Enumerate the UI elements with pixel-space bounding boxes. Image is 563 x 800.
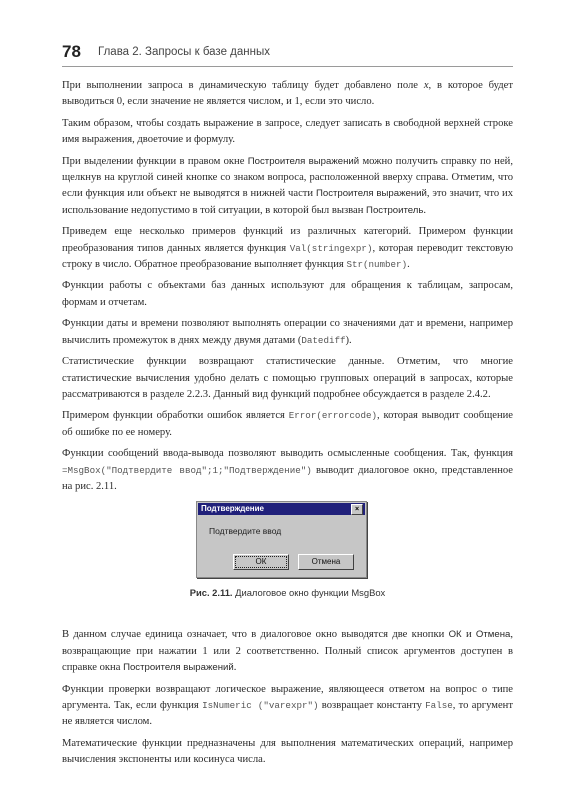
code-false: False xyxy=(425,699,453,711)
text-run: и xyxy=(461,629,476,641)
text-run: . xyxy=(233,662,237,674)
figure-2-11 xyxy=(62,501,513,621)
text-run: В данном случае единица означает, что в диалоговое окно выводятся две кнопки xyxy=(62,629,449,641)
text-run: выводит диалоговое окно, представленное на рис. 2.11. xyxy=(62,464,513,492)
paragraph-5 xyxy=(62,278,513,311)
paragraph-4 xyxy=(62,224,513,273)
text-run: , возвращающие при нажатии 1 или 2 соответственно. Полный список аргументов доступен в справке окна xyxy=(62,629,513,674)
paragraph-1 xyxy=(62,78,513,111)
paragraph-12 xyxy=(62,736,513,769)
ui-term: Построитель xyxy=(366,204,424,216)
ok-button[interactable]: ОК xyxy=(233,554,289,570)
text-run: Функции сообщений ввода-вывода позволяют выводить осмысленные сообщения. Так, функция xyxy=(62,448,513,460)
text-run: , которая переводит текстовую строку в число. Обратное преобразование выполняет функция xyxy=(62,242,513,271)
paragraph-3 xyxy=(62,154,513,220)
text-run: возвращает константу xyxy=(318,699,426,711)
text-run: Примером функции обработки ошибок является xyxy=(62,410,289,422)
paragraph-7 xyxy=(62,354,513,403)
code-msgbox: =MsgBox("Подтвердите ввод";1;"Подтверждение") xyxy=(62,464,312,476)
chapter-title: Глава 2. Запросы к базе данных xyxy=(98,46,270,58)
text-run: , в которое будет выводиться 0, если значение не является числом, и 1, если это число. xyxy=(62,80,514,108)
text-run: Математические функции предназначены для выполнения математических операций, например вычисления экспоненты или косинуса числа. xyxy=(62,737,513,766)
ui-term: ОК xyxy=(448,629,462,641)
dialog-title-bar xyxy=(198,503,365,515)
paragraph-10 xyxy=(62,627,513,676)
text-run: . xyxy=(407,259,410,271)
text-run: , которая выводит сообщение об ошибке по ее номеру. xyxy=(62,410,513,438)
caption-label: Рис. 2.11. xyxy=(189,587,233,599)
paragraph-8 xyxy=(62,408,513,441)
figure-caption xyxy=(62,587,513,598)
code-val: Val(stringexpr) xyxy=(289,242,373,254)
ui-term: Отмена xyxy=(475,629,511,641)
page-number: 78 xyxy=(62,42,81,61)
text-run: Функции работы с объектами баз данных используют для обращения к таблицам, запросам, формам и отчетам. xyxy=(62,280,513,308)
paragraph-2 xyxy=(62,116,513,149)
msgbox-dialog xyxy=(196,501,367,578)
close-icon[interactable]: × xyxy=(351,504,363,515)
code-str: Str(number) xyxy=(346,259,408,271)
text-run: , это значит, что их использование недопустимо в той ситуации, в которой был вызван xyxy=(62,188,513,216)
paragraph-9 xyxy=(62,446,513,495)
ui-term: Построителя выражений xyxy=(247,155,360,167)
code-datediff: Datediff xyxy=(301,334,346,346)
text-run: . xyxy=(423,204,427,216)
dialog-message: Подтвердите ввод xyxy=(209,526,282,537)
page-body xyxy=(62,78,513,774)
text-run: Таким образом, чтобы создать выражение в запросе, следует записать в свободной верхней строке имя выражения, двоеточие и формулу. xyxy=(62,117,513,146)
page-header xyxy=(62,40,513,67)
cancel-button[interactable]: Отмена xyxy=(298,554,354,570)
paragraph-11 xyxy=(62,682,513,731)
code-error: Error(errorcode) xyxy=(288,410,377,422)
text-run: , то аргумент не является числом. xyxy=(62,699,513,728)
code-isnumeric: IsNumeric ("varexpr") xyxy=(202,699,319,711)
ui-term: Построителя выражений xyxy=(315,188,427,200)
field-name: x xyxy=(423,80,429,91)
text-run: ). xyxy=(345,334,352,346)
text-run: Функции проверки возвращают логическое выражение, являющееся ответом на вопрос о типе аргумента. Так, если функция xyxy=(62,683,513,711)
ui-term: Построителя выражений xyxy=(123,662,234,674)
dialog-title: Подтверждение xyxy=(201,504,264,514)
text-run: Статистические функции возвращают статистические данные. Отметим, что многие статистические вычисления удобно делать с помощью групповых операций в запросах, которые рассматриваются в разделе 2.2.3. Данный вид функций подробнее обсуждается в разделе 2.4.2. xyxy=(62,356,513,400)
text-run: При выполнении запроса в динамическую таблицу будет добавлено поле xyxy=(62,80,424,91)
text-run: Функции даты и времени позволяют выполнять операции со значениями дат и времени, например вычислить промежуток в днях между двумя датами ( xyxy=(62,318,513,346)
text-run: При выделении функции в правом окне xyxy=(62,155,248,167)
paragraph-6 xyxy=(62,316,513,349)
text-run: Приведем еще несколько примеров функций из различных категорий. Примером функции преобразования типов данных является функция xyxy=(62,226,513,254)
caption-text: Диалоговое окно функции MsgBox xyxy=(232,587,386,599)
text-run: можно получить справку по ней, щелкнув на круглой синей кнопке со знаком вопроса, расположенной вверху справа. Отметим, что если функция или объект не выводятся в нижней части xyxy=(62,155,513,200)
